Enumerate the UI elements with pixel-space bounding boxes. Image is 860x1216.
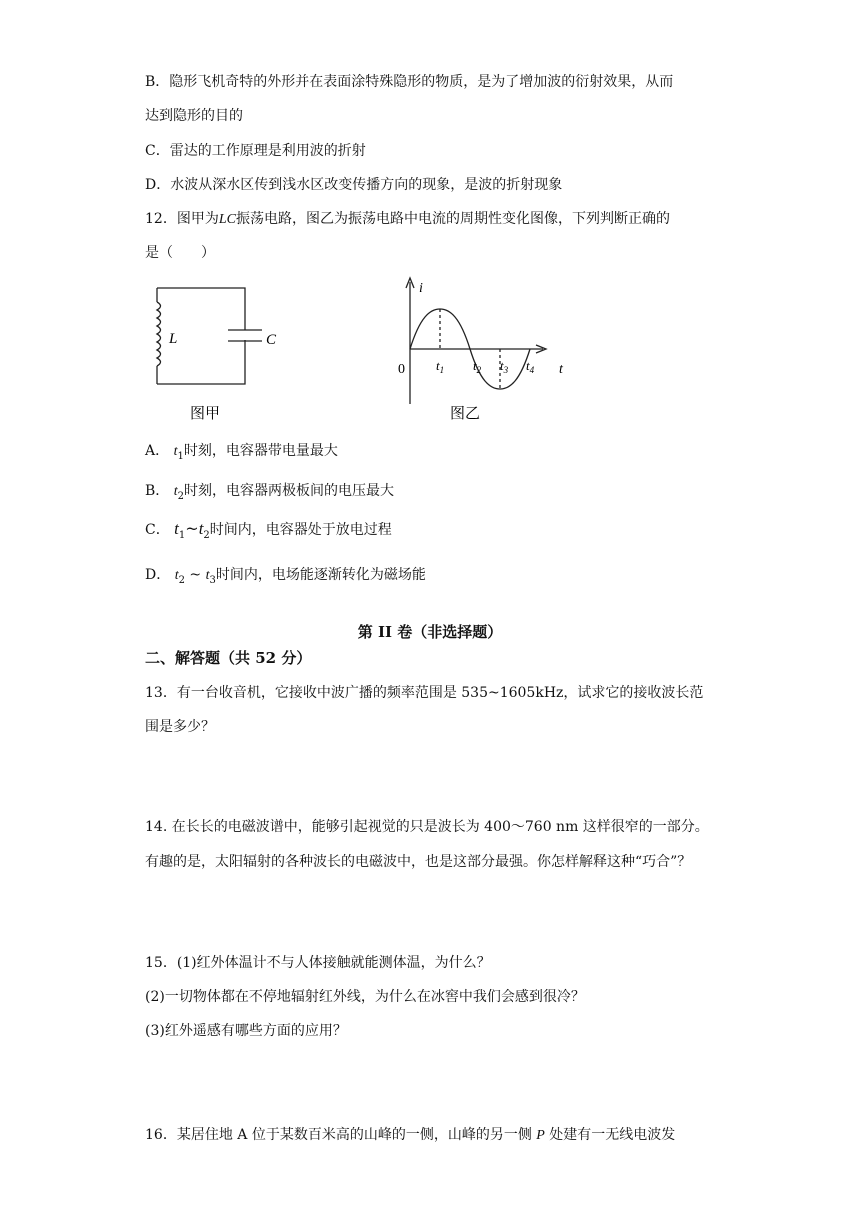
q15-line1: 15．(1)红外体温计不与人体接触就能测体温，为什么？ <box>145 955 491 971</box>
lc-circuit-figure <box>148 280 288 425</box>
figure-b-caption: 图乙 <box>450 404 481 422</box>
q16-point-p: P <box>536 1128 545 1143</box>
time-subscript: 2 <box>177 490 185 502</box>
time-symbol: t <box>198 519 204 538</box>
option-prefix: A． <box>145 443 170 459</box>
option-text: 时刻，电容器带电量最大 <box>183 443 338 459</box>
option-text: 时间内，电容器处于放电过程 <box>209 522 392 538</box>
section-title: 第 II 卷（非选择题） <box>357 623 503 641</box>
time-symbol: t <box>173 484 178 499</box>
option-text: 时间内，电场能逐渐转化为磁场能 <box>215 567 426 583</box>
q14-line2: 有趣的是，太阳辐射的各种波长的电磁波中，也是这部分最强。你怎样解释这种“巧合”？ <box>145 854 692 870</box>
q12-option-a <box>145 441 338 467</box>
option-text: 时刻，电容器两极板间的电压最大 <box>184 483 395 499</box>
circuit-wire-top <box>157 288 245 330</box>
q12-stem-part: 振荡电路，图乙为振荡电路中电流的周期性变化图像，下列判断正确的 <box>235 211 670 227</box>
q15-line2: (2)一切物体都在不停地辐射红外线，为什么在冰窖中我们会感到很冷？ <box>145 989 585 1005</box>
q11-option-c: C．雷达的工作原理是利用波的折射 <box>145 143 366 159</box>
option-prefix: C． <box>145 522 170 538</box>
q12-stem-line2: 是（ ） <box>145 245 215 261</box>
y-axis-label: i <box>419 281 423 296</box>
q16-line1 <box>145 1125 675 1146</box>
time-subscript: 3 <box>209 574 216 586</box>
range-separator: ~ <box>185 519 199 538</box>
q16-text: 处建有一无线电波发 <box>544 1127 676 1143</box>
time-symbol: t <box>173 444 178 459</box>
q12-stem-lc: LC <box>218 212 236 227</box>
q12-option-d <box>145 565 426 591</box>
time-symbol: t <box>205 568 210 583</box>
part-heading: 二、解答题（共 52 分） <box>145 649 312 667</box>
q12-stem-part: 12．图甲为 <box>145 211 219 227</box>
q15-line3: (3)红外遥感有哪些方面的应用？ <box>145 1023 347 1039</box>
time-symbol: t <box>174 519 179 538</box>
q13-line1: 13．有一台收音机，它接收中波广播的频率范围是 535~1605kHz，试求它的接收波长范 <box>145 685 704 701</box>
tick-t4-label: $t_4$ <box>526 358 535 375</box>
time-symbol: t <box>174 568 179 583</box>
figure-a-caption: 图甲 <box>190 404 221 422</box>
inductor-label: L <box>169 331 178 347</box>
range-separator: ~ <box>184 567 206 583</box>
x-axis-label: t <box>559 362 563 377</box>
time-subscript: 2 <box>178 574 185 586</box>
tick-t1-label: $t_1$ <box>436 358 445 375</box>
time-subscript: 1 <box>177 450 184 462</box>
time-subscript: 2 <box>203 529 210 541</box>
option-prefix: B． <box>145 483 170 499</box>
q13-line2: 围是多少？ <box>145 719 215 735</box>
current-graph-figure <box>390 272 580 425</box>
option-prefix: D． <box>145 567 171 583</box>
tick-t2-label: $t_2$ <box>473 358 482 375</box>
q12-option-c <box>145 519 392 546</box>
q16-text: 16．某居住地 A 位于某数百米高的山峰的一侧，山峰的另一侧 <box>145 1127 537 1143</box>
tick-t3-label: $t_3$ <box>500 358 509 375</box>
q11-option-b-line1: B．隐形飞机奇特的外形并在表面涂特殊隐形的物质，是为了增加波的衍射效果，从而 <box>145 74 674 90</box>
q12-stem-line1 <box>145 209 670 230</box>
inductor-coil <box>157 302 161 366</box>
time-subscript: 1 <box>178 529 186 541</box>
capacitor-label: C <box>266 332 277 348</box>
q12-option-b <box>145 481 394 507</box>
q14-line1: 14. 在长长的电磁波谱中，能够引起视觉的只是波长为 400～760 nm 这样很窄的一部分。 <box>145 819 709 835</box>
q11-option-d: D．水波从深水区传到浅水区改变传播方向的现象，是波的折射现象 <box>145 177 563 193</box>
origin-label: 0 <box>398 362 405 377</box>
q11-option-b-line2: 达到隐形的目的 <box>145 108 243 124</box>
